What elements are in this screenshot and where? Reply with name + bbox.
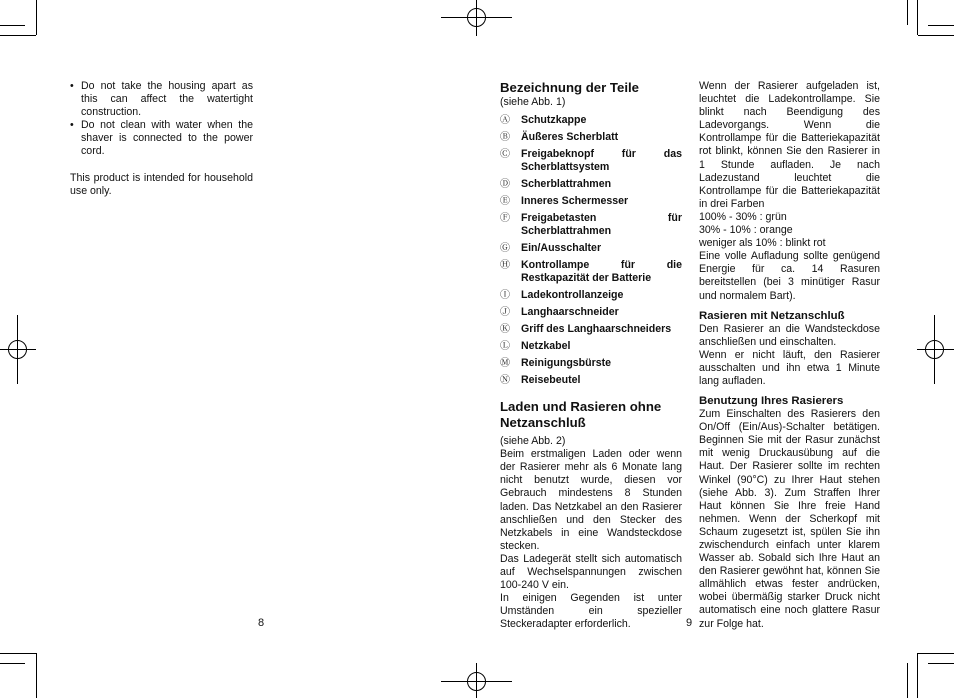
battery-level: weniger als 10% : blinkt rot	[699, 237, 826, 250]
page-number-left: 8	[258, 617, 265, 629]
figure-ref: (siehe Abb. 2)	[500, 435, 566, 448]
part-item: Ⓐ Schutzkappe	[500, 114, 587, 127]
part-item: Ⓑ Äußeres Scherblatt	[500, 131, 619, 144]
page-number-right: 9	[686, 617, 693, 629]
part-item: Ⓒ Freigabeknopf für das Scherblattsystem	[500, 148, 682, 174]
part-item: Ⓝ Reisebeutel	[500, 374, 581, 387]
charging-paragraph: In einigen Gegenden ist unter Umständen ein spezieller Steckeradapter erforderlich.	[500, 592, 682, 631]
part-item: Ⓙ Langhaarschneider	[500, 306, 619, 319]
charging-paragraph: Beim erstmaligen Laden oder wenn der Rasierer mehr als 6 Monate lang nicht benutzt wurde, diesen vor Gebrauch mindestens 8 Stunden laden. Das Netzkabel an den Rasierer anschließen und den Stecker des Netzkabels in eine Wandsteckdose stecken.	[500, 448, 682, 552]
full-charge-text: Eine volle Aufladung sollte genügend Energie für ca. 14 Rasuren bereitstellen (bei 3 minütiger Rasur und normalem Bart).	[699, 250, 880, 302]
part-item: Ⓖ Ein/Ausschalter	[500, 242, 602, 255]
parts-list	[500, 114, 682, 387]
part-item: Ⓘ Ladekontrollanzeige	[500, 289, 624, 302]
part-item: Ⓕ Freigabetasten für Scherblattrahmen	[500, 212, 682, 238]
part-item: Ⓚ Griff des Langhaarschneiders	[500, 323, 672, 336]
section-title-charging: Laden und Rasieren ohne Netzanschluß	[500, 399, 662, 431]
bullet-item: • Do not clean with water when the shaver is connected to the power cord.	[70, 119, 253, 158]
part-item: Ⓔ Inneres Schermesser	[500, 195, 629, 208]
battery-level: 100% - 30% : grün	[699, 210, 787, 223]
charging-paragraph: Das Ladegerät stellt sich automatisch auf Wechselspannungen zwischen 100-240 V ein.	[500, 552, 682, 592]
figure-ref: (siehe Abb. 1)	[500, 96, 566, 108]
section-title-usage: Benutzung Ihres Rasierers	[699, 395, 844, 408]
left-page-column	[70, 80, 253, 198]
right-page-column-1	[500, 80, 682, 632]
part-item: Ⓛ Netzkabel	[500, 340, 571, 353]
battery-level: 30% - 10% : orange	[699, 224, 793, 237]
usage-paragraph: Zum Einschalten des Rasierers den On/Off (Ein/Aus)-Schalter betätigen. Beginnen Sie mit der Rasur zunächst mit wenig Druckausübung auf die Haut. Der Rasierer sollte im rechten Winkel (90°C) zu Ihrer Haut stehen (siehe Abb. 3). Zum Straffen Ihrer Haut können Sie Ihre freie Hand nehmen. Wenn der Scherkopf mit Schaum zugesetzt ist, spülen Sie ihn zwischendurch einfach unter klarem Wasser ab. Sobald sich Ihre Haut an den Rasierer gewöhnt hat, können Sie allmählich etwas fester andrücken, wobei übermäßig starker Druck nicht automatisch eine noch glattere Rasur zur Folge hat.	[699, 408, 880, 630]
section-title-mains-shaving: Rasieren mit Netzanschluß	[699, 309, 845, 322]
part-item: Ⓓ Scherblattrahmen	[500, 178, 612, 191]
household-note: This product is intended for household use only.	[70, 171, 253, 197]
bullet-item: • Do not take the housing apart as this can affect the watertight construction.	[70, 80, 253, 119]
part-item: Ⓜ Reinigungsbürste	[500, 357, 612, 370]
charge-indicator-text: Wenn der Rasierer aufgeladen ist, leuchtet die Ladekontrollampe. Sie blinkt nach Beendigung des Ladevorgangs. Wenn die Kontrollampe für die Batteriekapazität rot blinkt, können Sie den Rasierer in 1 Stunde aufladen. Je nach Ladezustand leuchtet die Kontrollampe für die Batteriekapazität in drei Farben	[699, 80, 880, 210]
right-page-column-2	[699, 80, 880, 631]
safety-bullets	[70, 80, 253, 159]
part-item: Ⓗ Kontrollampe für die Restkapazität der Batterie	[500, 259, 682, 285]
mains-paragraph: Den Rasierer an die Wandsteckdose anschließen und einschalten.	[699, 322, 880, 348]
section-title-parts: Bezeichnung der Teile	[500, 80, 639, 95]
mains-paragraph: Wenn er nicht läuft, den Rasierer ausschalten und ihn etwa 1 Minute lang aufladen.	[699, 348, 880, 387]
